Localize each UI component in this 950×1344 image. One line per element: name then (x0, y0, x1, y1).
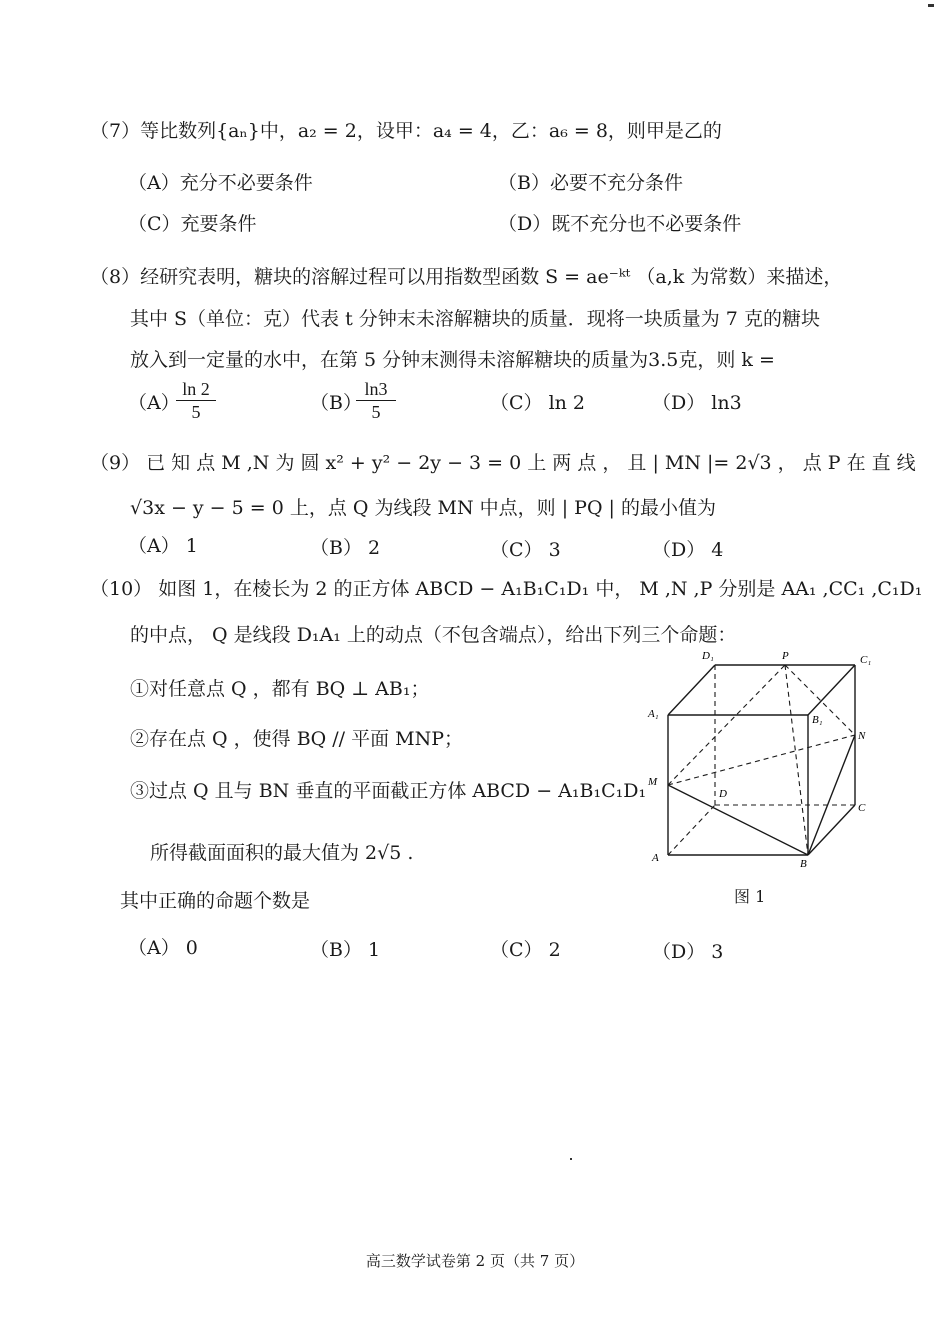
q9-option-c: （C） 3 (490, 539, 561, 561)
q10-line-2: 的中点， Q 是线段 D₁A₁ 上的动点（不包含端点），给出下列三个命题： (130, 624, 737, 646)
q8-option-a-fraction (176, 378, 216, 423)
q8-option-b-numerator: ln3 (356, 378, 396, 401)
label-d1: D₁ (702, 650, 714, 662)
q10-proposition-3: ③过点 Q 且与 BN 垂直的平面截正方体 ABCD − A₁B₁C₁D₁ (130, 780, 647, 802)
q7-option-d: （D）既不充分也不必要条件 (498, 213, 742, 235)
q10-option-b: （B） 1 (310, 939, 381, 961)
q8-option-b-label: （B） (310, 392, 362, 414)
q9-line-1: （9） 已 知 点 M ,N 为 圆 x² + y² − 2y − 3 = 0 上 两 点 ， 且 | MN |= 2√3 ， 点 P 在 直 线 (90, 452, 916, 474)
q7-stem: （7）等比数列{aₙ}中，a₂ = 2，设甲：a₄ = 4，乙：a₆ = 8，则甲是乙的 (90, 120, 722, 142)
q10-proposition-2: ②存在点 Q ，使得 BQ // 平面 MNP； (130, 728, 464, 750)
q10-line-1: （10） 如图 1，在棱长为 2 的正方体 ABCD − A₁B₁C₁D₁ 中， M ,N ,P 分别是 AA₁ ,CC₁ ,C₁D₁ (90, 578, 923, 600)
q8-option-b-fraction (356, 378, 396, 423)
label-c: C (858, 802, 866, 814)
q8-line-3: 放入到一定量的水中，在第 5 分钟末测得未溶解糖块的质量为3.5克，则 k = (130, 349, 775, 371)
q9-option-d: （D） 4 (652, 539, 724, 561)
label-p: P (782, 650, 789, 662)
figure-caption: 图 1 (734, 887, 766, 906)
edge-b-c (808, 805, 855, 855)
q9-option-b: （B） 2 (310, 537, 381, 559)
edge-b1-c1 (808, 665, 855, 715)
label-a1: A₁ (648, 708, 659, 720)
q8-option-a-numerator: ln 2 (176, 378, 216, 401)
label-c1: C₁ (860, 654, 872, 666)
segment-b-n (808, 735, 855, 855)
segment-m-p-hidden (668, 665, 785, 785)
scan-mark-bottom (570, 1158, 572, 1160)
edge-a1-d1 (668, 665, 715, 715)
q8-option-b-denominator: 5 (371, 402, 381, 422)
label-n: N (858, 730, 866, 742)
edge-a-d-hidden (668, 805, 715, 855)
q10-proposition-3-cont: 所得截面面积的最大值为 2√5 . (150, 842, 414, 864)
label-d: D (719, 788, 727, 800)
q8-line-1: （8）经研究表明，糖块的溶解过程可以用指数型函数 S = ae⁻ᵏᵗ （a,k 为常数）来描述， (90, 266, 843, 288)
q8-option-d: （D） ln3 (652, 392, 742, 414)
segment-m-b (668, 785, 808, 855)
scan-mark-top-right (928, 4, 934, 7)
q8-option-a-label: （A） (128, 392, 180, 414)
q9-line-2: √3x − y − 5 = 0 上，点 Q 为线段 MN 中点，则 | PQ | 的最小值为 (130, 497, 716, 519)
label-b1: B₁ (812, 714, 823, 726)
label-m: M (648, 776, 658, 788)
label-b: B (800, 858, 807, 870)
q8-line-2: 其中 S（单位：克）代表 t 分钟末未溶解糖块的质量．现将一块质量为 7 克的糖块 (130, 308, 820, 330)
segment-p-b-hidden (785, 665, 808, 855)
q10-option-c: （C） 2 (490, 939, 561, 961)
q10-question: 其中正确的命题个数是 (120, 890, 311, 912)
label-a: A (652, 852, 659, 864)
q10-option-a: （A） 0 (128, 937, 198, 959)
q10-option-d: （D） 3 (652, 941, 724, 963)
q8-option-a-denominator: 5 (191, 402, 201, 422)
q7-option-b: （B）必要不充分条件 (498, 172, 683, 194)
q9-option-a: （A） 1 (128, 535, 198, 557)
q7-option-c: （C）充要条件 (128, 213, 257, 235)
q8-option-c: （C） ln 2 (490, 392, 586, 414)
segment-m-n-hidden (668, 735, 855, 785)
page-footer: 高三数学试卷第 2 页（共 7 页） (365, 1252, 585, 1270)
q7-option-a: （A）充分不必要条件 (128, 172, 313, 194)
q10-proposition-1: ①对任意点 Q ，都有 BQ ⊥ AB₁； (130, 678, 430, 700)
cube-figure (640, 645, 880, 875)
